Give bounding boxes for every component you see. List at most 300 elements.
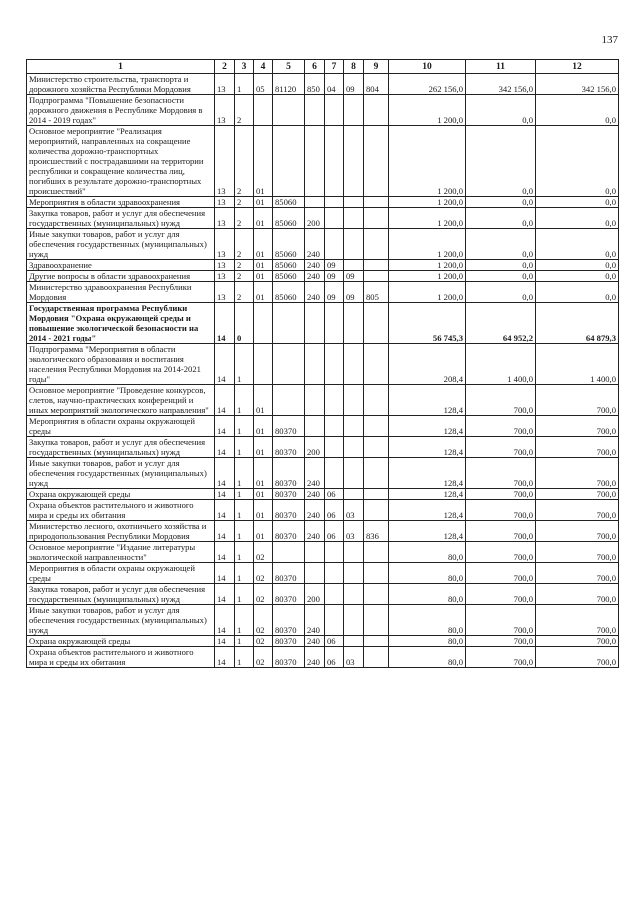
row-cell-c8 [344,344,364,385]
row-cell-c7: 06 [325,647,344,668]
col-header-10: 10 [389,60,466,74]
row-cell-c4 [254,95,273,126]
row-cell-c3: 1 [235,416,254,437]
row-cell-c2: 13 [215,126,235,197]
row-cell-c6 [305,385,325,416]
row-cell-c4 [254,303,273,344]
row-cell-c11: 0,0 [466,208,536,229]
row-cell-c6 [305,197,325,208]
row-name-cell: Подпрограмма "Повышение безопасности дорожного движения в Республике Мордовия в 2014 - 2019 годах" [27,95,215,126]
row-cell-c2: 13 [215,197,235,208]
row-cell-c3: 2 [235,208,254,229]
row-cell-c7 [325,229,344,260]
table-row [27,521,619,542]
row-cell-c12: 1 400,0 [536,344,619,385]
row-cell-c3: 2 [235,271,254,282]
page-number: 137 [601,34,618,46]
row-cell-c12: 0,0 [536,229,619,260]
row-cell-c11: 700,0 [466,458,536,489]
row-cell-c4: 01 [254,416,273,437]
row-cell-c10: 128,4 [389,416,466,437]
row-cell-c9 [364,584,389,605]
row-cell-c3: 1 [235,521,254,542]
row-name-cell: Основное мероприятие "Реализация мероприятий, направленных на сокращение количества дорожно-транспортных происшествий с пострадавшими на территории республики и сокращение количества лиц, погибших в результате дорожно-транспортных происшествий" [27,126,215,197]
row-cell-c4: 01 [254,437,273,458]
row-cell-c11: 0,0 [466,282,536,303]
row-cell-c4: 01 [254,208,273,229]
row-cell-c11: 700,0 [466,416,536,437]
row-cell-c4: 02 [254,542,273,563]
row-cell-c12: 700,0 [536,458,619,489]
row-cell-c9 [364,208,389,229]
row-cell-c8 [344,636,364,647]
row-cell-c4: 02 [254,636,273,647]
row-cell-c5: 85060 [273,260,305,271]
row-cell-c6: 240 [305,271,325,282]
row-cell-c6 [305,542,325,563]
row-cell-c10: 208,4 [389,344,466,385]
row-cell-c12: 0,0 [536,260,619,271]
row-cell-c11: 0,0 [466,229,536,260]
row-name-cell: Государственная программа Республики Мордовия "Охрана окружающей среды и повышение экологической безопасности на 2014 - 2021 годы" [27,303,215,344]
row-cell-c12: 0,0 [536,282,619,303]
row-name-cell: Иные закупки товаров, работ и услуг для обеспечения государственных (муниципальных) нужд [27,605,215,636]
row-cell-c11: 700,0 [466,563,536,584]
row-cell-c6: 240 [305,229,325,260]
table-row [27,647,619,668]
row-cell-c6 [305,563,325,584]
budget-table [26,59,619,668]
row-cell-c11: 700,0 [466,489,536,500]
row-cell-c9 [364,344,389,385]
row-cell-c8 [344,605,364,636]
row-cell-c7 [325,385,344,416]
table-row [27,271,619,282]
row-cell-c7 [325,344,344,385]
row-cell-c9 [364,458,389,489]
row-cell-c12: 0,0 [536,271,619,282]
row-cell-c11: 700,0 [466,385,536,416]
row-cell-c9 [364,605,389,636]
row-cell-c12: 700,0 [536,500,619,521]
row-cell-c10: 262 156,0 [389,74,466,95]
row-cell-c2: 14 [215,636,235,647]
row-cell-c9 [364,95,389,126]
row-cell-c9 [364,636,389,647]
row-cell-c8 [344,303,364,344]
row-cell-c2: 14 [215,416,235,437]
col-header-8: 8 [344,60,364,74]
row-cell-c9 [364,563,389,584]
row-cell-c5 [273,344,305,385]
row-cell-c10: 56 745,3 [389,303,466,344]
row-cell-c12: 700,0 [536,437,619,458]
row-cell-c6: 240 [305,489,325,500]
row-cell-c4: 01 [254,126,273,197]
row-cell-c10: 128,4 [389,458,466,489]
row-cell-c12: 700,0 [536,489,619,500]
row-cell-c5: 81120 [273,74,305,95]
row-cell-c8: 09 [344,271,364,282]
row-cell-c5: 80370 [273,584,305,605]
col-header-7: 7 [325,60,344,74]
row-cell-c5 [273,303,305,344]
row-cell-c5: 85060 [273,197,305,208]
row-cell-c6: 240 [305,605,325,636]
row-cell-c3: 1 [235,489,254,500]
row-cell-c10: 1 200,0 [389,229,466,260]
row-name-cell: Подпрограмма "Мероприятия в области экологического образования и воспитания населения Республики Мордовия на 2014-2021 годы" [27,344,215,385]
row-cell-c2: 13 [215,74,235,95]
row-cell-c9 [364,197,389,208]
row-name-cell: Министерство строительства, транспорта и дорожного хозяйства Республики Мордовия [27,74,215,95]
row-cell-c6: 240 [305,282,325,303]
row-cell-c11: 700,0 [466,500,536,521]
row-cell-c5: 80370 [273,605,305,636]
row-cell-c12: 0,0 [536,197,619,208]
row-cell-c7: 06 [325,489,344,500]
table-row [27,208,619,229]
row-cell-c4: 05 [254,74,273,95]
row-cell-c3: 1 [235,563,254,584]
row-cell-c9: 836 [364,521,389,542]
row-cell-c2: 14 [215,458,235,489]
row-name-cell: Другие вопросы в области здравоохранения [27,271,215,282]
row-cell-c6: 240 [305,521,325,542]
row-cell-c8 [344,95,364,126]
row-cell-c2: 13 [215,260,235,271]
row-cell-c5: 85060 [273,208,305,229]
row-cell-c4: 01 [254,458,273,489]
row-cell-c10: 1 200,0 [389,271,466,282]
row-cell-c7: 09 [325,271,344,282]
row-cell-c5: 85060 [273,282,305,303]
row-cell-c9 [364,416,389,437]
row-cell-c7 [325,197,344,208]
row-cell-c3: 1 [235,636,254,647]
row-name-cell: Закупка товаров, работ и услуг для обеспечения государственных (муниципальных) нужд [27,437,215,458]
table-row [27,542,619,563]
row-cell-c6: 240 [305,260,325,271]
table-row [27,95,619,126]
row-cell-c12: 700,0 [536,563,619,584]
row-cell-c2: 13 [215,282,235,303]
row-cell-c10: 80,0 [389,542,466,563]
table-row [27,584,619,605]
row-cell-c7 [325,437,344,458]
table-row [27,74,619,95]
row-cell-c7 [325,542,344,563]
row-cell-c3: 1 [235,605,254,636]
row-cell-c9 [364,385,389,416]
col-header-9: 9 [364,60,389,74]
row-name-cell: Основное мероприятие "Проведение конкурсов, слетов, научно-практических конференций и иных мероприятий экологического направления" [27,385,215,416]
table-row [27,344,619,385]
row-name-cell: Охрана объектов растительного и животного мира и среды их обитания [27,647,215,668]
row-cell-c5: 80370 [273,563,305,584]
row-cell-c12: 700,0 [536,636,619,647]
row-cell-c7 [325,95,344,126]
row-cell-c5 [273,95,305,126]
row-name-cell: Охрана объектов растительного и животного мира и среды их обитания [27,500,215,521]
row-cell-c11: 700,0 [466,636,536,647]
row-cell-c8 [344,437,364,458]
row-cell-c12: 0,0 [536,126,619,197]
row-cell-c10: 128,4 [389,500,466,521]
row-cell-c9 [364,303,389,344]
row-cell-c3: 1 [235,500,254,521]
table-row [27,385,619,416]
row-cell-c6 [305,344,325,385]
row-cell-c8 [344,416,364,437]
row-cell-c8: 03 [344,500,364,521]
row-cell-c6 [305,126,325,197]
row-cell-c2: 13 [215,95,235,126]
row-cell-c8: 09 [344,74,364,95]
row-cell-c2: 14 [215,437,235,458]
row-cell-c2: 14 [215,647,235,668]
row-cell-c5 [273,126,305,197]
row-cell-c8 [344,385,364,416]
row-cell-c8 [344,584,364,605]
row-cell-c9 [364,489,389,500]
row-cell-c4 [254,344,273,385]
row-cell-c3: 1 [235,458,254,489]
row-cell-c4: 01 [254,521,273,542]
row-cell-c7: 06 [325,636,344,647]
row-cell-c8: 03 [344,521,364,542]
row-cell-c12: 700,0 [536,584,619,605]
row-cell-c7 [325,605,344,636]
row-cell-c4: 02 [254,605,273,636]
row-cell-c2: 13 [215,208,235,229]
row-cell-c10: 128,4 [389,385,466,416]
row-cell-c6: 850 [305,74,325,95]
row-cell-c10: 1 200,0 [389,282,466,303]
row-cell-c11: 700,0 [466,542,536,563]
table-row [27,303,619,344]
row-cell-c3: 1 [235,584,254,605]
row-cell-c6 [305,303,325,344]
row-cell-c8 [344,489,364,500]
row-cell-c10: 128,4 [389,521,466,542]
table-row [27,500,619,521]
row-cell-c9 [364,500,389,521]
row-cell-c11: 0,0 [466,126,536,197]
row-cell-c11: 700,0 [466,437,536,458]
row-cell-c7 [325,584,344,605]
row-name-cell: Мероприятия в области здравоохранения [27,197,215,208]
row-cell-c10: 80,0 [389,636,466,647]
row-cell-c4: 01 [254,271,273,282]
row-cell-c3: 2 [235,126,254,197]
row-cell-c5: 80370 [273,636,305,647]
row-cell-c8: 03 [344,647,364,668]
row-cell-c7 [325,303,344,344]
row-cell-c4: 01 [254,500,273,521]
row-cell-c2: 14 [215,489,235,500]
row-cell-c7: 09 [325,260,344,271]
row-cell-c6: 240 [305,500,325,521]
table-row [27,416,619,437]
row-name-cell: Иные закупки товаров, работ и услуг для обеспечения государственных (муниципальных) нужд [27,458,215,489]
row-cell-c6: 240 [305,636,325,647]
row-cell-c3: 0 [235,303,254,344]
row-name-cell: Основное мероприятие "Издание литературы экологической направленности" [27,542,215,563]
row-cell-c6: 200 [305,584,325,605]
row-name-cell: Министерство здравоохранения Республики Мордовия [27,282,215,303]
table-row [27,260,619,271]
row-name-cell: Закупка товаров, работ и услуг для обеспечения государственных (муниципальных) нужд [27,584,215,605]
row-cell-c2: 14 [215,344,235,385]
row-cell-c3: 1 [235,74,254,95]
row-cell-c3: 1 [235,647,254,668]
table-row [27,437,619,458]
row-cell-c12: 700,0 [536,605,619,636]
row-cell-c11: 64 952,2 [466,303,536,344]
row-cell-c5: 85060 [273,271,305,282]
row-cell-c8 [344,229,364,260]
col-header-3: 3 [235,60,254,74]
row-cell-c2: 14 [215,385,235,416]
row-cell-c10: 1 200,0 [389,208,466,229]
row-cell-c4: 02 [254,647,273,668]
row-cell-c2: 13 [215,229,235,260]
row-cell-c6: 200 [305,437,325,458]
row-cell-c9 [364,229,389,260]
col-header-5: 5 [273,60,305,74]
row-cell-c8 [344,458,364,489]
row-cell-c10: 1 200,0 [389,197,466,208]
row-cell-c4: 01 [254,197,273,208]
row-cell-c4: 01 [254,282,273,303]
row-cell-c11: 700,0 [466,605,536,636]
row-cell-c9 [364,542,389,563]
table-body [27,74,619,668]
row-cell-c11: 0,0 [466,271,536,282]
row-cell-c7: 06 [325,521,344,542]
row-name-cell: Охрана окружающей среды [27,489,215,500]
row-cell-c10: 128,4 [389,489,466,500]
row-cell-c12: 700,0 [536,521,619,542]
row-cell-c8 [344,197,364,208]
row-cell-c8 [344,563,364,584]
table-row [27,126,619,197]
row-cell-c12: 700,0 [536,647,619,668]
row-name-cell: Закупка товаров, работ и услуг для обеспечения государственных (муниципальных) нужд [27,208,215,229]
row-cell-c12: 700,0 [536,416,619,437]
col-header-12: 12 [536,60,619,74]
row-cell-c7: 09 [325,282,344,303]
row-cell-c11: 700,0 [466,584,536,605]
row-cell-c11: 700,0 [466,521,536,542]
row-cell-c9 [364,647,389,668]
row-name-cell: Мероприятия в области охраны окружающей среды [27,563,215,584]
table-row [27,489,619,500]
row-cell-c12: 0,0 [536,208,619,229]
row-cell-c10: 80,0 [389,584,466,605]
row-cell-c5: 80370 [273,416,305,437]
row-cell-c2: 13 [215,271,235,282]
row-cell-c7 [325,416,344,437]
row-cell-c2: 14 [215,500,235,521]
row-cell-c9: 804 [364,74,389,95]
row-cell-c10: 80,0 [389,647,466,668]
row-cell-c2: 14 [215,584,235,605]
row-cell-c2: 14 [215,303,235,344]
row-cell-c4: 01 [254,229,273,260]
row-cell-c11: 700,0 [466,647,536,668]
row-cell-c3: 1 [235,344,254,385]
row-cell-c10: 1 200,0 [389,126,466,197]
row-cell-c3: 1 [235,437,254,458]
row-cell-c9 [364,271,389,282]
row-cell-c5: 80370 [273,437,305,458]
row-cell-c2: 14 [215,563,235,584]
row-cell-c8: 09 [344,282,364,303]
row-cell-c12: 0,0 [536,95,619,126]
row-cell-c5: 80370 [273,458,305,489]
table-row [27,229,619,260]
row-cell-c12: 64 879,3 [536,303,619,344]
row-cell-c11: 0,0 [466,197,536,208]
row-cell-c10: 1 200,0 [389,260,466,271]
row-cell-c9 [364,260,389,271]
row-cell-c7: 06 [325,500,344,521]
row-cell-c5: 80370 [273,521,305,542]
row-cell-c9: 805 [364,282,389,303]
row-cell-c10: 1 200,0 [389,95,466,126]
row-cell-c8 [344,208,364,229]
row-cell-c5: 80370 [273,647,305,668]
row-cell-c6 [305,95,325,126]
row-cell-c7 [325,208,344,229]
row-cell-c7 [325,563,344,584]
row-cell-c3: 2 [235,229,254,260]
row-cell-c3: 2 [235,197,254,208]
row-cell-c2: 14 [215,605,235,636]
col-header-6: 6 [305,60,325,74]
table-row [27,197,619,208]
row-cell-c2: 14 [215,542,235,563]
row-cell-c6: 240 [305,647,325,668]
row-cell-c10: 80,0 [389,605,466,636]
row-cell-c11: 0,0 [466,95,536,126]
col-header-2: 2 [215,60,235,74]
row-cell-c12: 700,0 [536,385,619,416]
row-cell-c4: 01 [254,385,273,416]
table-row [27,563,619,584]
table-row [27,636,619,647]
row-name-cell: Здравоохранение [27,260,215,271]
row-cell-c3: 2 [235,95,254,126]
row-cell-c3: 2 [235,260,254,271]
row-name-cell: Мероприятия в области охраны окружающей среды [27,416,215,437]
row-cell-c12: 342 156,0 [536,74,619,95]
row-cell-c3: 1 [235,542,254,563]
row-cell-c10: 80,0 [389,563,466,584]
row-cell-c10: 128,4 [389,437,466,458]
row-cell-c5 [273,385,305,416]
row-cell-c4: 01 [254,260,273,271]
row-cell-c11: 342 156,0 [466,74,536,95]
row-cell-c5: 80370 [273,489,305,500]
row-cell-c7 [325,458,344,489]
table-row [27,282,619,303]
row-cell-c9 [364,126,389,197]
row-cell-c6: 200 [305,208,325,229]
col-header-4: 4 [254,60,273,74]
